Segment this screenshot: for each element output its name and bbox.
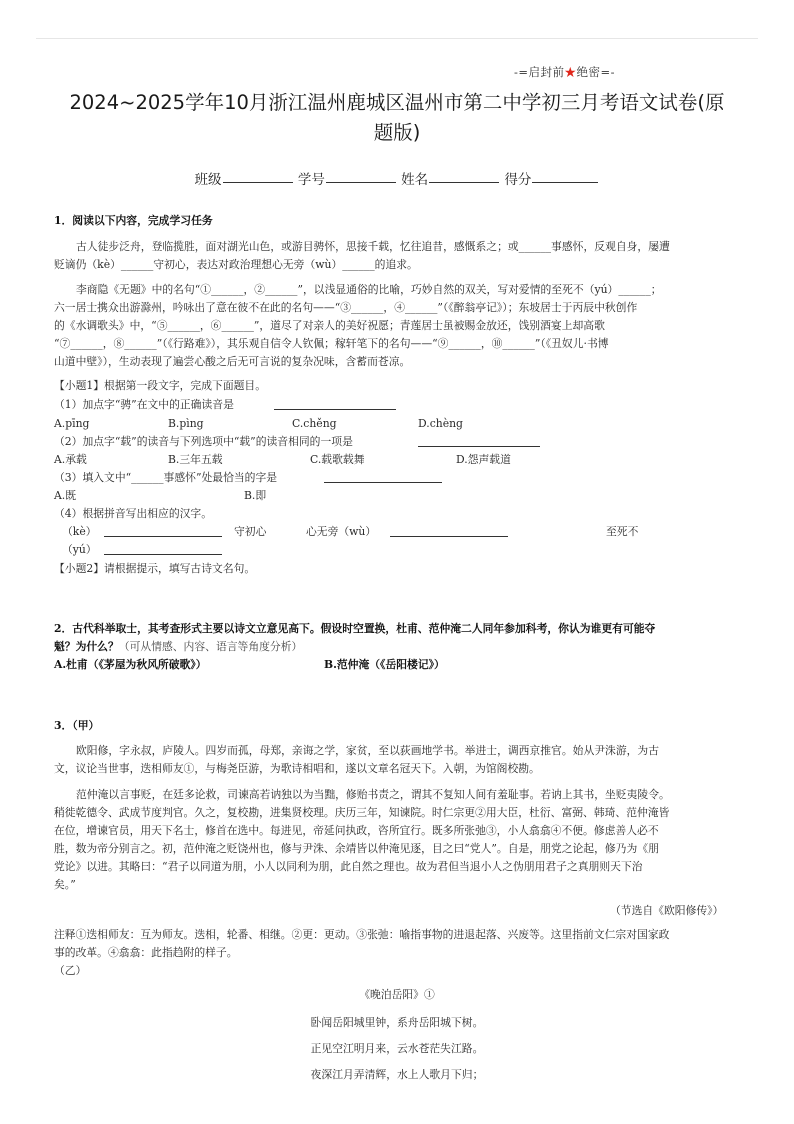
class-blank[interactable] [223, 170, 293, 183]
q1-p2-line1: 李商隐《无题》中的名句“①______，②______”，以浅显通俗的比喻，巧妙自然的双关，写对爱情的至死不（yú）______； [76, 283, 662, 296]
q1-sub2: 【小题2】请根据提示，填写古诗文名句。 [54, 562, 256, 575]
student-info: 班级 学号 姓名 得分 [0, 168, 794, 188]
q1-sub1: 【小题1】根据第一段文字，完成下面题目。 [54, 379, 267, 392]
q1-s2: （2）加点字“载”的读音与下列选项中“载”的读音相同的一项是 [54, 435, 353, 448]
q2-opt-a[interactable]: A.杜甫（《茅屋为秋风所破歌》） [54, 658, 207, 671]
q1-p2-line3: 的《水调歌头》中，“⑤______，⑥______”，道尽了对亲人的美好祝愿；青莲居士虽被赐金放还，饯别酒宴上却高歌 [54, 319, 605, 332]
q1-s1-opt-b[interactable]: B.pìng [168, 417, 204, 430]
name-blank[interactable] [429, 170, 499, 183]
confidential-seal: -=启封前★绝密=- [514, 65, 616, 79]
q3-yi: （乙） [54, 964, 87, 977]
q2-line1: 2．古代科举取士，其考查形式主要以诗文立意见高下。假设时空置换，杜甫、范仲淹二人同年参加科考，你认为谁更有可能夺 [54, 622, 656, 635]
poem-line2: 正见空江明月来，云水苍茫失江路。 [310, 1042, 484, 1055]
q1-p1-line2: 贬谪仍（kè）______守初心，表达对政治理想心无旁（wù）______的追求。 [54, 258, 418, 271]
q3-p2-line5: 党论》以进。其略曰：“君子以同道为朋，小人以同利为朋，此自然之理也。故为君但当退小人之伪朋用君子之真朋则天下治 [54, 860, 643, 873]
q1-s4-shou: 守初心 [234, 525, 267, 538]
score-blank[interactable] [532, 170, 598, 183]
page-title: 2024~2025学年10月浙江温州鹿城区温州市第二中学初三月考语文试卷(原 题版) [69, 91, 725, 144]
q1-s2-opt-b[interactable]: B.三年五载 [168, 453, 223, 466]
q1-p1-line1: 古人徒步泛舟，登临揽胜，面对湖光山色，或游目骋怀，思接千载，忆往追昔，感慨系之；或______事感怀，反观自身，屡遭 [76, 240, 670, 253]
q1-s1-answer-blank[interactable] [274, 398, 396, 410]
q3-p1-line1: 欧阳修，字永叔，庐陵人。四岁而孤，母郑，亲诲之学，家贫，至以荻画地学书。举进士，调西京推官。始从尹洙游，为古 [76, 744, 660, 757]
q1-s4-wu-blank[interactable] [390, 525, 508, 537]
q3-notes-line1: 注释①迭相师友：互为师友。迭相，轮番、相继。②更：更动。③张弛：喻指事物的进退起落、兴废等。这里指前文仁宗对国家政 [54, 928, 670, 941]
poem-line3: 夜深江月弄清辉，水上人歌月下归； [310, 1068, 484, 1081]
q1-heading: 1．阅读以下内容，完成学习任务 [54, 214, 213, 227]
q1-s3-answer-blank[interactable] [324, 471, 442, 483]
q1-s4-xin: 心无旁（wù） [306, 525, 377, 538]
q1-s3-opt-a[interactable]: A.既 [54, 489, 77, 502]
star-icon: ★ [564, 65, 577, 79]
q1-s3-opt-b[interactable]: B.即 [244, 489, 267, 502]
q1-s1-opt-d[interactable]: D.chèng [418, 417, 463, 430]
q3-p2-line3: 在位，增谏官员，用天下名士，修首在选中。每进见，帝延问执政，咨所宜行。既多所张弛③，小人翕翕④不便。修虑善人必不 [54, 824, 659, 837]
q1-s3: （3）填入文中“______事感怀”处最恰当的字是 [54, 471, 278, 484]
q3-p2-line4: 胜，数为帝分别言之。初，范仲淹之贬饶州也，修与尹洙、余靖皆以仲淹见逐，目之曰“党人”。自是，朋党之论起，修乃为《朋 [54, 842, 659, 855]
q1-s4-yu-blank[interactable] [104, 543, 222, 555]
id-blank[interactable] [326, 170, 396, 183]
q1-p2-line5: 山道中壁》），生动表现了遍尝心酸之后无可言说的复杂况味，含蓄而苍凉。 [54, 355, 411, 368]
q1-s4-ke: （kè） [62, 525, 97, 538]
q1-s2-answer-blank[interactable] [418, 435, 540, 447]
q1-s2-opt-d[interactable]: D.怨声载道 [456, 453, 511, 466]
q3-source: （节选自《欧阳修传》） [610, 904, 724, 917]
q1-p2-line4: “⑦______，⑧______”（《行路难》），其乐观自信令人钦佩；稼轩笔下的名句——“⑨______，⑩______”（《丑奴儿·书博 [54, 337, 609, 350]
q1-s1: （1）加点字“骋”在文中的正确读音是 [54, 398, 234, 411]
q1-p2-line2: 六一居士携众出游滁州，吟咏出了意在彼不在此的名句——“③______，④______”（《醉翁亭记》）；东坡居士于丙辰中秋创作 [54, 301, 638, 314]
q3-p2-line1: 范仲淹以言事贬，在廷多论救，司谏高若讷独以为当黜，修贻书责之，谓其不复知人间有羞耻事。若讷上其书，坐贬夷陵令。 [76, 788, 670, 801]
q3-p1-line2: 文，议论当世事，迭相师友①，与梅尧臣游，为歌诗相唱和，遂以文章名冠天下。入朝，为馆阁校勘。 [54, 762, 540, 775]
q3-heading: 3．（甲） [54, 719, 100, 732]
q1-s1-opt-a[interactable]: A.pīng [54, 417, 90, 430]
header-rule [36, 38, 758, 39]
q2-opt-b[interactable]: B.范仲淹（《岳阳楼记》） [324, 658, 445, 671]
poem-title: 《晚泊岳阳》① [359, 988, 435, 1001]
q3-p2-line6: 矣。” [54, 878, 76, 891]
q1-s4: （4）根据拼音写出相应的汉字。 [54, 507, 213, 520]
q1-s1-opt-c[interactable]: C.chěng [292, 417, 337, 430]
q1-s2-opt-a[interactable]: A.承载 [54, 453, 87, 466]
q3-p2-line2: 稍徙乾德令、武成节度判官。久之，复校勘，进集贤校理。庆历三年，知谏院。时仁宗更②用大臣，杜衍、富弼、韩琦、范仲淹皆 [54, 806, 670, 819]
q3-notes-line2: 事的改革。④翕翕：此指趋附的样子。 [54, 946, 238, 959]
q2-line2: 魁？为什么？（可从情感、内容、语言等角度分析） [54, 640, 303, 653]
poem-line1: 卧闻岳阳城里钟，系舟岳阳城下树。 [310, 1016, 484, 1029]
q1-s4-ke-blank[interactable] [104, 525, 222, 537]
q1-s2-opt-c[interactable]: C.载歌载舞 [310, 453, 365, 466]
q1-s4-yu: （yú） [62, 543, 97, 556]
q1-s4-zhisi: 至死不 [606, 525, 639, 538]
